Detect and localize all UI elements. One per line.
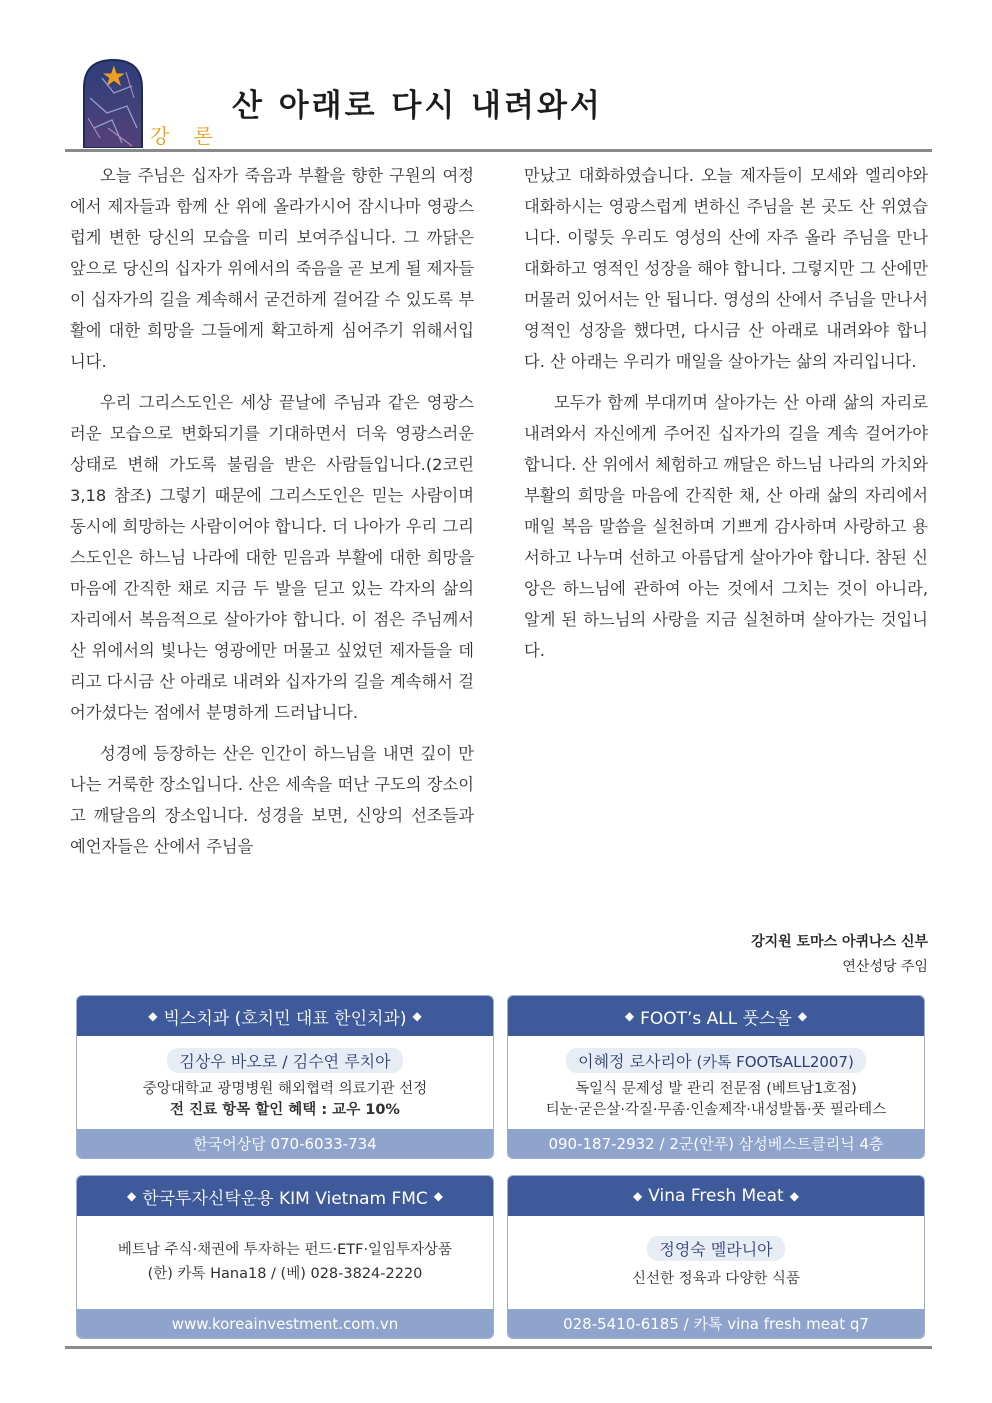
ad-line: 전 진료 항목 할인 혜택 : 교우 10% xyxy=(170,1102,400,1118)
paragraph: 만났고 대화하였습니다. 오늘 제자들이 모세와 엘리야와 대화하시는 영광스럽게 변하신 주님을 본 곳도 산 위였습니다. 이렇듯 우리도 영성의 산에 자주 올라 주님을 만나 대화하고 영적인 성장을 해야 합니다. 그렇지만 그 산에만 머물러 있어서는 안 됩니다. 영성의 산에서 주님을 만나서 영적인 성장을 했다면, 다시금 산 아래로 내려와야 합니다. 산 아래는 우리가 매일을 살아가는 삶의 자리입니다. xyxy=(524,166,928,371)
ad-kim-fmc xyxy=(76,1175,494,1339)
contact-pill xyxy=(566,1048,866,1073)
ad-body xyxy=(77,1240,493,1285)
ad-dental xyxy=(76,995,494,1159)
article-left-column xyxy=(70,160,474,862)
diamond-icon: ◆ xyxy=(126,1189,137,1203)
page-title: 산 아래로 다시 내려와서 xyxy=(232,88,603,124)
paragraph: 성경에 등장하는 산은 인간이 하느님을 내면 깊이 만나는 거룩한 장소입니다. 산은 세속을 떠난 구도의 장소이고 깨달음의 장소입니다. 성경을 보면, 신앙의 선조들과 예언자들은 산에서 주님을 xyxy=(70,744,474,856)
ad-footer: www.koreainvestment.com.vn xyxy=(77,1309,493,1338)
diamond-icon: ◆ xyxy=(797,1009,808,1023)
paragraph: 오늘 주님은 십자가 죽음과 부활을 향한 구원의 여정에서 제자들과 함께 산 위에 올라가시어 잠시나마 영광스럽게 변한 당신의 모습을 미리 보여주십니다. 그 까닭은 앞으로 당신의 십자가 위에서의 죽음을 곧 보게 될 제자들이 십자가의 길을 계속해서 굳건하게 걸어갈 수 있도록 부활에 대한 희망을 그들에게 확고하게 심어주기 위해서입니다. xyxy=(70,166,474,371)
contact-pill: 정영숙 멜라니아 xyxy=(647,1236,784,1261)
diamond-icon: ◆ xyxy=(624,1009,635,1023)
author-role: 연산성당 주임 xyxy=(842,959,928,975)
ad-title: Vina Fresh Meat xyxy=(648,1186,784,1206)
ad-line: 중앙대학교 광명병원 해외협력 의료기관 선정 xyxy=(142,1081,428,1097)
ad-line: 독일식 문제성 발 관리 전문점 (베트남1호점) xyxy=(575,1081,857,1097)
ad-title: 한국투자신탁운용 KIM Vietnam FMC xyxy=(142,1188,428,1209)
ad-header xyxy=(77,1176,493,1216)
ad-body xyxy=(508,1236,924,1290)
ad-footer: 028-5410-6185 / 카톡 vina fresh meat q7 xyxy=(508,1309,924,1338)
diamond-icon: ◆ xyxy=(412,1009,422,1023)
diamond-icon: ◆ xyxy=(148,1009,158,1023)
contact-kakao: (카톡 FOOTsALL2007) xyxy=(696,1053,854,1071)
section-tag: 강 론 xyxy=(150,124,222,148)
contact-name: 이혜정 로사리아 xyxy=(578,1052,692,1071)
ad-header xyxy=(508,996,924,1036)
paragraph: 모두가 함께 부대끼며 살아가는 산 아래 삶의 자리로 내려와서 자신에게 주어진 십자가의 길을 계속 걸어가야 합니다. 산 위에서 체험하고 깨달은 하느님 나라의 가치와 부활의 희망을 마음에 간직한 채, 산 아래 삶의 자리에서 매일 복음 말씀을 실천하며 기쁘게 감사하며 사랑하고 용서하고 나누며 선하고 아름답게 살아가야 합니다. 참된 신앙은 하느님에 관하여 아는 것에서 그치는 것이 아니라, 알게 된 하느님의 사랑을 지금 실천하며 살아가는 것입니다. xyxy=(524,393,928,660)
homily-logo xyxy=(82,58,144,148)
diamond-icon: ◆ xyxy=(789,1189,799,1203)
ad-body xyxy=(508,1048,924,1121)
ad-header xyxy=(77,996,493,1036)
ad-footer: 090-187-2932 / 2군(안푸) 삼성베스트클리닉 4층 xyxy=(508,1129,924,1158)
ad-footer: 한국어상담 070-6033-734 xyxy=(77,1129,493,1158)
author-name: 강지원 토마스 아퀴나스 신부 xyxy=(751,934,928,950)
ad-header xyxy=(508,1176,924,1216)
ad-footsall xyxy=(507,995,925,1159)
diamond-icon: ◆ xyxy=(633,1189,643,1203)
bottom-divider xyxy=(65,1346,932,1349)
top-divider xyxy=(65,149,932,152)
ad-line: 베트남 주식·채권에 투자하는 펀드·ETF·일임투자상품 xyxy=(117,1242,453,1258)
ad-body xyxy=(77,1048,493,1121)
ad-title: FOOT’s ALL 풋스올 xyxy=(640,1008,792,1029)
ad-line: 신선한 정육과 다양한 식품 xyxy=(632,1271,800,1287)
ad-title: 빅스치과 (호치민 대표 한인치과) xyxy=(163,1008,407,1029)
stained-glass-icon xyxy=(82,58,144,148)
ad-vina-fresh-meat xyxy=(507,1175,925,1339)
article-right-column xyxy=(524,160,928,666)
ad-line: 티눈·굳은살·각질·무좀·인솔제작·내성발톱·풋 필라테스 xyxy=(545,1102,887,1118)
contact-pill: 김상우 바오로 / 김수연 루치아 xyxy=(167,1048,402,1073)
ad-line: (한) 카톡 Hana18 / (베) 028-3824-2220 xyxy=(147,1266,423,1282)
paragraph: 우리 그리스도인은 세상 끝날에 주님과 같은 영광스러운 모습으로 변화되기를 기대하면서 더욱 영광스러운 상태로 변해 가도록 불림을 받은 사람들입니다.(2코린 3,18 참조) 그렇기 때문에 그리스도인은 믿는 사람이며 동시에 희망하는 사람이어야 합니다. 더 나아가 우리 그리스도인은 하느님 나라에 대한 믿음과 부활에 대한 희망을 마음에 간직한 채로 지금 두 발을 딛고 있는 각자의 삶의 자리에서 복음적으로 살아가야 합니다. 이 점은 주님께서 산 위에서의 빛나는 영광에만 머물고 싶었던 제자들을 데리고 다시금 산 아래로 내려와 십자가의 길을 계속해서 걸어가셨다는 점에서 분명하게 드러납니다. xyxy=(70,393,474,722)
diamond-icon: ◆ xyxy=(433,1189,444,1203)
